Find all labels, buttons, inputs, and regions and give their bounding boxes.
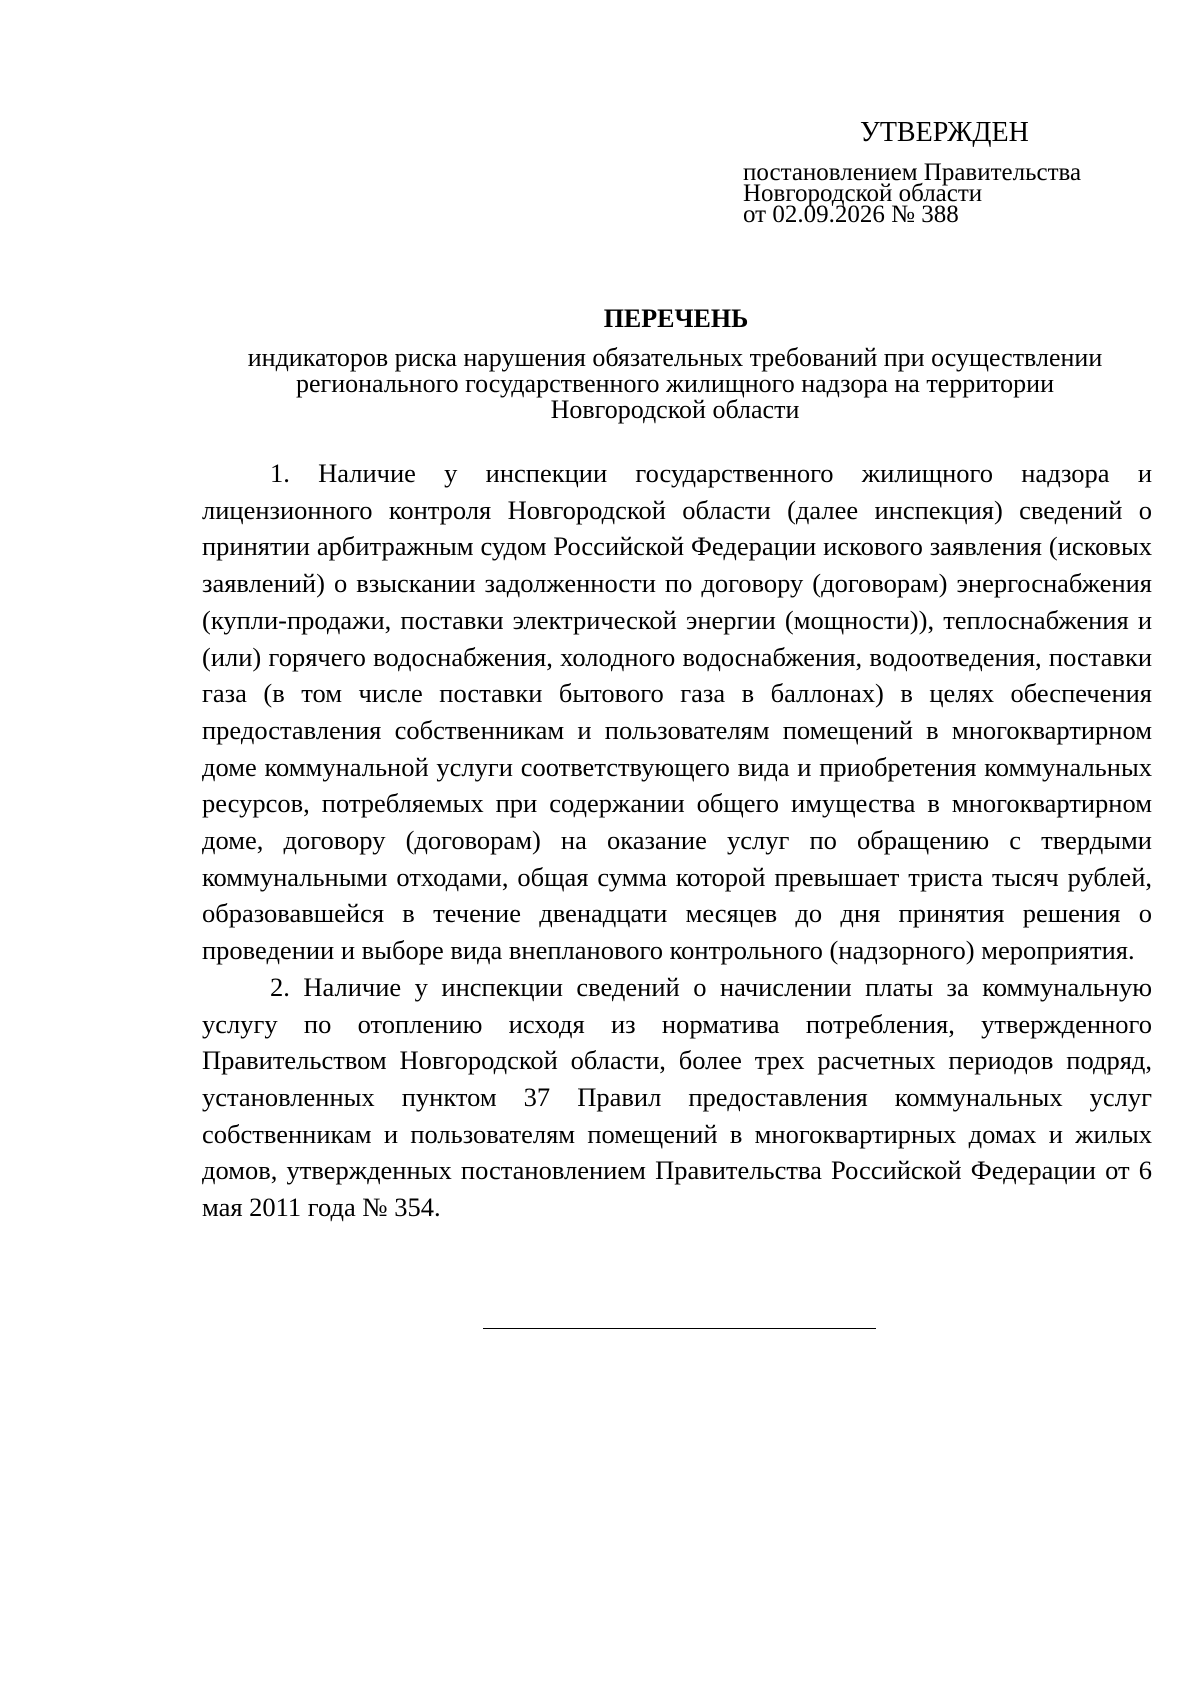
approval-line-resolution: постановлением Правительства: [743, 159, 1082, 186]
subtitle-line-3: Новгородской области: [550, 395, 800, 424]
approval-heading: УТВЕРЖДЕН: [860, 117, 1029, 148]
approval-stamp: [743, 117, 1082, 228]
paragraph-2: 2. Наличие у инспекции сведений о начислении платы за коммунальную услугу по отоплению исходя из норматива потребления, утвержденного Правительством Новгородской области, более трех расчетных периодов подряд, установленных пунктом 37 Правил предоставления коммунальных услуг собственникам и пользователям помещений в многоквартирных домах и жилых домов, утвержденных постановлением Правительства Российской Федерации от 6 мая 2011 года № 354.: [202, 971, 1152, 1223]
approval-line-region: Новгородской области: [743, 180, 983, 207]
document-subtitle: [200, 345, 1150, 423]
document-title: ПЕРЕЧЕНЬ: [603, 304, 749, 333]
closing-separator-line: [483, 1328, 876, 1329]
paragraph-1: 1. Наличие у инспекции государственного жилищного надзора и лицензионного контроля Новгородской области (далее инспекция) сведений о принятии арбитражным судом Российской Федерации искового заявления (исковых заявлений) о взыскании задолженности по договору (договорам) энергоснабжения (купли-продажи, поставки электрической энергии (мощности)), теплоснабжения и (или) горячего водоснабжения, холодного водоснабжения, водоотведения, поставки газа (в том числе поставки бытового газа в баллонах) в целях обеспечения предоставления собственникам и пользователям помещений в многоквартирном доме коммунальной услуги соответствующего вида и приобретения коммунальных ресурсов, потребляемых при содержании общего имущества в многоквартирном доме, договору (договорам) на оказание услуг по обращению с твердыми коммунальными отходами, общая сумма которой превышает триста тысяч рублей, образовавшейся в течение двенадцати месяцев до дня принятия решения о проведении и выборе вида внепланового контрольного (надзорного) мероприятия.: [202, 458, 1152, 966]
subtitle-line-1: индикаторов риска нарушения обязательных требований при осуществлении: [247, 343, 1103, 372]
subtitle-line-2: регионального государственного жилищного надзора на территории: [296, 369, 1054, 398]
approval-line-date-number: от 02.09.2026 № 388: [743, 201, 959, 228]
document-body: [202, 455, 1152, 1226]
